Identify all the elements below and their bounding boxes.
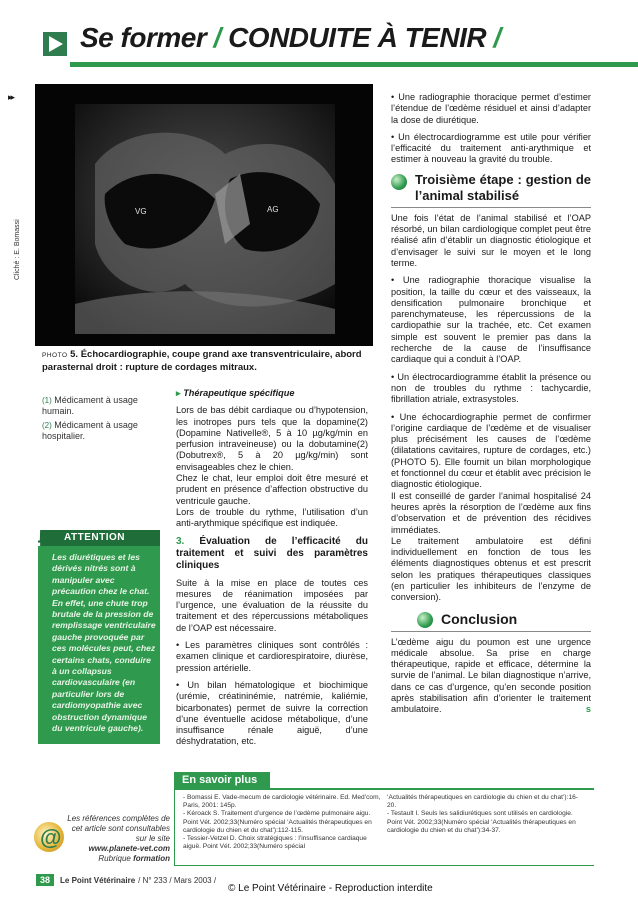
label-vg: VG: [135, 207, 147, 216]
photo-caption: [42, 349, 376, 374]
middle-column: [176, 388, 368, 754]
at-icon: @: [40, 825, 62, 850]
footnote-2: (2) Médicament à usage hospitalier.: [42, 420, 138, 441]
photo-caption-text: 5. Échocardiographie, coupe grand axe transventriculaire, abord parasternal droit : rupture de cordages mitraux.: [42, 349, 362, 373]
site-link[interactable]: www.planete-vet.com: [88, 844, 170, 853]
references-col-2: ‘Actualités thérapeutiques en cardiologie du chien et du chat’):16-20. - Testault I. Seuls les salidiurétiques sont utilisés en cardiologie. Point Vét. 2002;33(Numéro spécial ‘Actualités thérapeutiques en cardiologie du chien et du chat’):34-37.: [387, 794, 578, 834]
en-savoir-plus-title: En savoir plus: [174, 772, 270, 788]
right-paragraph: • Une échocardiographie permet de confirmer l’origine cardiaque de l’œdème et de visualiser plus précisément les causes de l’œdème (dilatations cavitaires, rupture de cordages, etc.) (PHOTO 5). Elle fournit un bilan morphologique et fonctionnel du cœur et établit avec précision le diagnostic étiologique.: [391, 411, 591, 490]
issue-info: / N° 233 / Mars 2003 /: [138, 875, 217, 885]
play-arrow-icon: [43, 32, 67, 56]
attention-body: Les diurétiques et les dérivés nitrés sont à manipuler avec précaution chez le chat. En effet, une chute trop brutale de la pression de remplissage ventriculaire gauche provoquée par ces molécules peut, chez certains chats, conduire à un collapsus cardiovasculaire (en particulier lors de cardiomyopathie avec obstruction dynamique du ventricule gauche).: [52, 552, 156, 734]
label-ag: AG: [267, 205, 279, 214]
divider: [391, 631, 591, 632]
middle-paragraph: Chez le chat, leur emploi doit être mesuré et prudent en présence d’affection obstructive du ventricule gauche.: [176, 473, 368, 506]
exclamation-icon: !: [34, 522, 43, 552]
middle-paragraph: • Les paramètres cliniques sont contrôlés : examen clinique et cardiorespiratoire, diurèse, pression artérielle.: [176, 640, 368, 673]
right-paragraph: • Une radiographie thoracique permet d’estimer l’étendue de l’œdème résiduel et ainsi d’adapter la dose de diurétique.: [391, 92, 591, 125]
title-separator: /: [206, 22, 229, 53]
title-conduite: CONDUITE À TENIR: [228, 22, 487, 53]
right-paragraph: Il est conseillé de garder l’animal hospitalisé 24 heures après la résorption de l’œdème aux fins d’observation et de prévention des récidives immédiates.: [391, 490, 591, 535]
copyright-notice: © Le Point Vétérinaire - Reproduction interdite: [228, 883, 433, 894]
title-end-slash: /: [486, 22, 501, 53]
double-arrow-icon: ▸▸: [8, 92, 14, 102]
green-ball-icon: [417, 612, 433, 628]
footnote-1: (1) Médicament à usage humain.: [42, 395, 138, 416]
green-ball-icon: [391, 174, 407, 190]
middle-paragraph: Suite à la mise en place de toutes ces mesures de réanimation imposées par l’urgence, une évaluation de la réussite du traitement et des répercussions métaboliques de l’OAP est nécessaire.: [176, 577, 368, 633]
divider: [391, 207, 591, 208]
middle-paragraph: Lors de bas débit cardiaque ou d’hypotension, les inotropes purs tels que la dopamine(2) (Dopamine Nativelle®, 5 à 10 µg/kg/min en perfusion intraveineuse) ou la dobutamine(2) (Dobutrex®, 5 à 20 µg/kg/min) sont envisageables chez le chien.: [176, 405, 368, 472]
page-header: [0, 0, 638, 68]
right-paragraph: • Un électrocardiogramme est utile pour vérifier l’efficacité du traitement anti-arythmique et estimer à nouveau la gravité du trouble.: [391, 131, 591, 165]
right-paragraph: • Un électrocardiogramme établit la présence ou non de troubles du rythme : tachycardie, fibrillation atriale, extrasystoles.: [391, 371, 591, 405]
attention-box: [34, 522, 160, 744]
step-3-heading: Troisième étape : gestion de l’animal stabilisé: [391, 172, 591, 204]
right-paragraph: Le traitement ambulatoire est défini individuellement en fonction de tous les éléments diagnostiques obtenus et est prescrit selon les pratiques thérapeutiques classiques (en particulier les inhibiteurs de l’enzyme de conversion).: [391, 535, 591, 603]
attention-title: ATTENTION: [38, 530, 160, 546]
photo-credit: Cliché : E. Bomassi: [14, 219, 21, 280]
subhead-therapeutique: ▸ Thérapeutique spécifique: [176, 388, 295, 398]
right-paragraph: • Une radiographie thoracique visualise la position, la taille du cœur et des vaisseaux, la densification pulmonaire bronchique et parenchymateuse, les répercussions de la cardiopathie sur la trachée, etc. Cet examen simple est souvent le premier pas dans la recherche de la cause de l’insuffisance cardiaque qui a conduit à l’OAP.: [391, 275, 591, 365]
triangle-icon: ▸: [176, 388, 181, 398]
journal-name: Le Point Vétérinaire: [60, 875, 136, 885]
end-mark: s: [585, 704, 591, 715]
photo-caption-tag: PHOTO: [42, 352, 68, 359]
section-3-heading: 3. Évaluation de l’efficacité du traitement et suivi des paramètres cliniques: [176, 535, 368, 571]
title-se-former: Se former: [80, 22, 207, 53]
conclusion-paragraph: L’œdème aigu du poumon est une urgence médicale absolue. Sa prise en charge thérapeutique, rapide et efficace, détermine la survie de l’animal. Le bilan diagnostique n’arrive, dans ce cas d’urgence, qu’en seconde position après stabilisation afin d’orienter le traitement ambulatoire. s: [391, 636, 591, 715]
header-rule: [70, 62, 638, 67]
conclusion-heading: Conclusion: [417, 610, 591, 628]
en-savoir-plus-box: [174, 772, 594, 870]
page-footer: [36, 874, 216, 886]
right-paragraph: Une fois l’état de l’animal stabilisé et l’OAP résorbé, un bilan cardiologique complet peut être réalisé afin d’établir un diagnostic étiologique et d’envisager le suivi sur le moyen et le long terme.: [391, 212, 591, 268]
footnotes: [42, 395, 162, 445]
references-box: [174, 788, 594, 866]
echocardiography-photo: [35, 84, 373, 346]
middle-paragraph: Lors de trouble du rythme, l’utilisation d’un anti-arythmique spécifique est indiquée.: [176, 506, 368, 529]
right-column: [391, 92, 591, 722]
page-title: [80, 22, 501, 54]
middle-paragraph: • Un bilan hématologique et biochimique (urémie, créatininémie, natrémie, kaliémie, bicarbonates) permet de suivre la correction d’une éventuelle acidose métabolique, d’une insuffisance rénale aiguë, d’une déshydratation, etc.: [176, 679, 368, 747]
page-number: 38: [36, 874, 54, 886]
references-note: Les références complètes de cet article sont consultables sur le site www.planete-vet.com Rubrique formation: [67, 814, 170, 863]
references-col-1: - Bomassi E. Vade-mecum de cardiologie vétérinaire. Ed. Med’com, Paris, 2001: 145p. - Kéroack S. Traitement d’urgence de l’œdème pulmonaire aigu. Point Vét. 2002;33(Numéro spécial ‘Actualités thérapeutiques en cardiologie du chien et du chat’):112-115. - Tessier-Vetzel D. Choix stratégiques : l’insuffisance cardiaque aiguë. Point Vét. 2002;33(Numéro spécial: [183, 794, 381, 851]
